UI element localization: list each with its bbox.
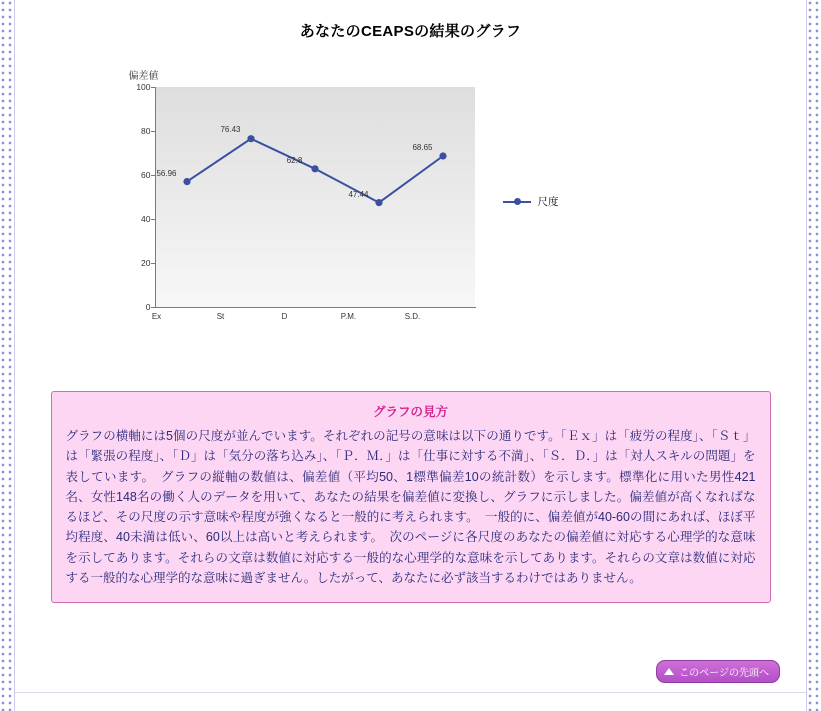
x-tick-pm: P.M. bbox=[340, 312, 357, 321]
result-chart bbox=[125, 69, 685, 339]
x-tick-sd: S.D. bbox=[404, 312, 421, 321]
y-tick-40: 40 bbox=[125, 214, 151, 224]
page-title: あなたのCEAPSの結果のグラフ bbox=[299, 23, 522, 40]
footer bbox=[656, 660, 780, 683]
x-tick-d: D bbox=[281, 312, 288, 321]
x-axis-line bbox=[155, 307, 476, 308]
page-container bbox=[14, 0, 807, 711]
x-tick-st: St bbox=[216, 312, 225, 321]
y-tick-0: 0 bbox=[125, 302, 151, 312]
explanation-body: グラフの横軸には5個の尺度が並んでいます。それぞれの記号の意味は以下の通りです。「Ｅｘ」は「疲労の程度」、「Ｓｔ」は「緊張の程度」、「Ｄ」は「気分の落ち込み」、「Ｐ．Ｍ．」は「仕事に対する不満」、「Ｓ．Ｄ．」は「対人スキルの問題」を表しています。 グラフの縦軸の数値は、偏差値（平均50、1標準偏差10の統計数）を示します。標準化に用いた男性421名、女性148名の働く人のデータを用いて、あなたの結果を偏差値に変換し、グラフに示しました。偏差値が高くなればなるほど、その尺度の示す意味や程度が強くなると一般的に考えられます。 一般的に、偏差値が40-60の間にあれば、ほぼ平均程度、40未満は低い、60以上は高いと考えられます。 次のページに各尺度のあなたの偏差値に対応する心理学的な意味を示してあります。それらの文章は数値に対応する一般的な心理学的な意味を示してあります。それらの文章は数値に対応する一般的な心理学的な意味に過ぎません。したがって、あなたに必ず該当するわけではありません。 bbox=[65, 429, 756, 585]
x-tick-ex: Ex bbox=[151, 312, 162, 321]
y-axis-title: 偏差値 bbox=[128, 71, 159, 82]
y-tick-100: 100 bbox=[125, 82, 151, 92]
decorative-left-border bbox=[0, 0, 14, 711]
data-label-pm: 47.44 bbox=[348, 190, 369, 199]
data-label-sd: 68.65 bbox=[412, 143, 433, 152]
y-tick-20: 20 bbox=[125, 258, 151, 268]
chart-legend bbox=[503, 194, 559, 209]
data-label-d: 62.8 bbox=[286, 156, 303, 165]
back-to-top-label: このページの先頭へ bbox=[679, 668, 769, 679]
legend-label-scale: 尺度 bbox=[537, 196, 559, 208]
explanation-title: グラフの見方 bbox=[372, 405, 448, 419]
y-axis-line bbox=[155, 87, 156, 308]
explanation-box bbox=[51, 391, 771, 603]
chart-plot-area bbox=[155, 87, 475, 307]
y-tick-80: 80 bbox=[125, 126, 151, 136]
y-tick-60: 60 bbox=[125, 170, 151, 180]
triangle-up-icon bbox=[664, 668, 674, 675]
data-label-st: 76.43 bbox=[220, 125, 241, 134]
legend-swatch-scale bbox=[503, 201, 531, 203]
footer-divider bbox=[15, 692, 806, 693]
decorative-right-border bbox=[807, 0, 821, 711]
data-label-ex: 56.96 bbox=[156, 169, 177, 178]
back-to-top-button[interactable] bbox=[656, 660, 780, 683]
